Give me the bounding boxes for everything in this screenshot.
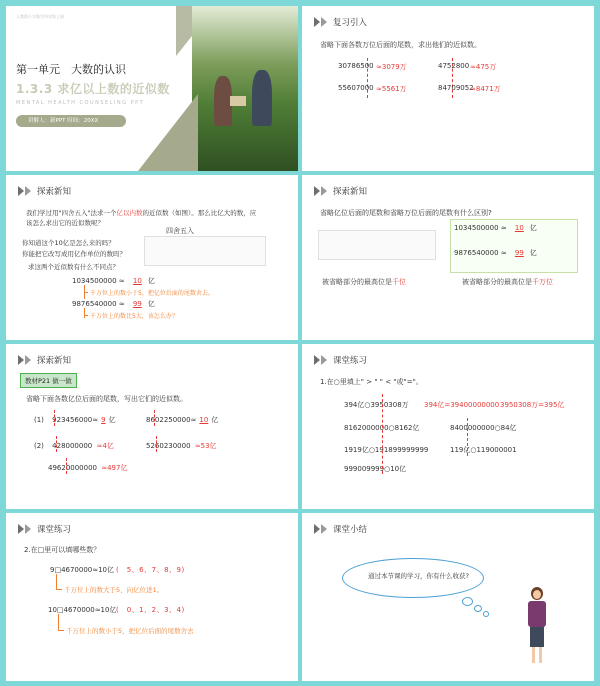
number: 5260230000 (146, 442, 191, 450)
thought-bubble (474, 605, 482, 612)
solution: 3950308万=395亿 (500, 401, 565, 409)
unit: 亿 (147, 300, 155, 308)
chevron-icon (18, 524, 32, 534)
row-3 (48, 463, 127, 473)
label: (2) (34, 442, 44, 450)
prompt: 省略亿位后面的尾数和省略万位后面的尾数有什么区别? (320, 209, 492, 217)
face (533, 590, 541, 599)
header-title: 课堂练习 (37, 525, 72, 535)
divider-line (54, 410, 55, 426)
highlight: 千万位 (532, 278, 553, 286)
slide-header (18, 354, 71, 366)
table-title: 四舍五入 (166, 227, 194, 235)
chevron-icon (314, 355, 328, 365)
answer: 99 (132, 300, 142, 308)
lesson-title: 1.3.3 求亿以上数的近似数 (16, 82, 170, 96)
pointer-line (56, 574, 57, 590)
number: 4752800 (438, 62, 470, 70)
chevron-icon (18, 355, 32, 365)
leg (539, 647, 542, 663)
pointer-line (84, 315, 88, 316)
slide-practice-1[interactable] (302, 344, 594, 509)
number: 1034500000 (72, 277, 117, 285)
comparison: 119亿○119000001 (450, 446, 517, 454)
number: 9876540000 (72, 300, 117, 308)
slide-title[interactable] (6, 6, 298, 171)
answer: 10 (514, 224, 524, 232)
chevron-icon (18, 186, 32, 196)
answer-options: ( 0、1、2、3、4) (116, 606, 185, 614)
skirt (530, 627, 544, 647)
row-1b (146, 415, 218, 425)
text-part: 被省略部分的最高位是 (462, 278, 532, 286)
text-part: 的近似数（如图）。那么比亿大的数，应 (142, 209, 257, 217)
unit: 亿 (108, 416, 116, 424)
answer: 99 (514, 249, 524, 257)
slide-header (314, 523, 367, 535)
approx-sign: ≈ (118, 277, 125, 285)
note: 千万位上的数小于5，把亿位后面的尾数舍去 (66, 627, 194, 635)
comparison: 394亿○3950308万 (344, 401, 409, 409)
answer: 9 (101, 416, 106, 424)
slide-explore-1[interactable] (6, 175, 298, 340)
row-2 (34, 441, 114, 451)
thought-bubble (462, 597, 473, 606)
question: 求这两个近似数有什么不同点？ (28, 263, 119, 271)
chevron-icon (314, 524, 328, 534)
approx-sign: ≈ (118, 300, 125, 308)
number: 84709052 (438, 84, 474, 92)
equation: 1034500000 ≈ 10 亿 (454, 224, 537, 232)
divider-line (56, 436, 57, 452)
number: 8602250000 (146, 416, 191, 424)
note: 千万位上的数比5大，该怎么办？ (90, 313, 178, 320)
number: 30786500 (338, 62, 374, 70)
equation: 9□4670000≈10亿 (50, 566, 115, 574)
slide-summary[interactable] (302, 513, 594, 681)
girl-figure (252, 70, 272, 126)
children-reading-photo (192, 6, 298, 171)
number: 923456000 (52, 416, 93, 424)
solution: 394亿=39400000000 (424, 401, 500, 409)
pointer-line (58, 630, 64, 631)
number: 1034500000 (454, 224, 499, 232)
prompt: 省略下面各数万位后面的尾数，求出他们的近似数。 (320, 41, 481, 49)
text-part: 被省略部分的最高位是 (322, 278, 392, 286)
answer: ≈497亿 (101, 464, 128, 472)
paragraph-line1 (26, 208, 256, 217)
slide-header (314, 354, 367, 366)
chevron-icon (314, 186, 328, 196)
divider-line (156, 436, 157, 452)
presenter-info: 讲解人：新PPT 时间：20XX (16, 115, 126, 127)
leg (532, 647, 535, 663)
header-title: 探索新知 (37, 187, 72, 197)
answer: ≈475万 (470, 63, 497, 71)
rounding-table-image (144, 236, 266, 266)
pointer-line (84, 308, 85, 318)
question: 你知道这个10亿是怎么来的吗？ (22, 239, 115, 247)
row-1 (34, 415, 116, 425)
thought-bubble (483, 611, 489, 617)
header-title: 课堂小结 (333, 525, 368, 535)
conclusion (322, 277, 406, 287)
paragraph-line2: 该怎么求出它的近似数呢？ (26, 219, 104, 227)
subtitle: MENTAL HEALTH COUNSELING PPT (16, 100, 145, 106)
divider-line (467, 418, 468, 456)
slide-explore-3[interactable] (6, 344, 298, 509)
answer: ≈5561万 (376, 85, 407, 93)
answer-options: ( 5、6、7、8、9) (116, 566, 185, 574)
jacket (528, 601, 546, 627)
decor-slant (138, 94, 198, 171)
header-title: 课堂练习 (333, 356, 368, 366)
equation: 9876540000 ≈ 99 亿 (454, 249, 537, 257)
slide-header (18, 523, 71, 535)
header-title: 复习引入 (333, 18, 368, 28)
textbook-label: 人教版小学数学四年级上册 (16, 14, 64, 19)
textbook-tag: 教材P21 做一做 (20, 373, 77, 388)
prompt: 1.在○里填上" > " " < "或"="。 (320, 378, 423, 386)
divider-line (66, 458, 67, 474)
approx-sign: ≈ (92, 416, 99, 424)
slide-review[interactable] (302, 6, 594, 171)
question: 你能把它改写成用亿作单位的数吗？ (22, 250, 126, 258)
answer: ≈3079万 (376, 63, 407, 71)
number: 49620000000 (48, 464, 97, 472)
pointer-line (84, 292, 88, 293)
highlight: 千位 (392, 278, 406, 286)
cloud-text: 通过本节课的学习，你有什么收获? (368, 572, 469, 580)
comparison: 8162000000○8162亿 (344, 424, 420, 432)
header-title: 探索新知 (37, 356, 72, 366)
text-part: 我们学过用"四舍五入"法求一个 (26, 209, 117, 217)
number: 9876540000 (454, 249, 499, 257)
unit: 亿 (529, 224, 537, 232)
pointer-line (58, 614, 59, 631)
slide-header (314, 185, 367, 197)
slide-practice-2[interactable] (6, 513, 298, 681)
comparison: 999009999○10亿 (344, 465, 407, 473)
note: 千万位上的数小于5，把亿位后面的尾数舍去。 (90, 290, 214, 297)
label: (1) (34, 416, 44, 424)
chevron-icon (314, 17, 328, 27)
divider-line (382, 394, 383, 474)
prompt: 省略下面各数亿位后面的尾数，写出它们的近似数。 (26, 395, 187, 403)
unit: 亿 (529, 249, 537, 257)
comparison: 8400000000○84亿 (450, 424, 517, 432)
equation: 10□4670000≈10亿 (48, 606, 117, 614)
number: 55607000 (338, 84, 374, 92)
answer: ≈4亿 (96, 442, 114, 450)
answer: 10 (132, 277, 142, 285)
header-title: 探索新知 (333, 187, 368, 197)
unit: 亿 (147, 277, 155, 285)
prompt: 2.在□里可以填哪些数？ (24, 546, 101, 554)
highlight: 亿以内数 (116, 209, 143, 217)
slide-explore-2[interactable] (302, 175, 594, 340)
divider-line (154, 410, 155, 426)
book-image (230, 96, 246, 106)
teacher-illustration (524, 587, 550, 667)
slide-header (18, 185, 71, 197)
rounding-table-image (318, 230, 436, 260)
answer: 10 (199, 416, 209, 424)
pointer-line (56, 589, 62, 590)
unit-title: 第一单元 大数的认识 (16, 63, 126, 76)
number: 428000000 (52, 442, 93, 450)
slide-header (314, 16, 367, 28)
approx-sign: ≈ (190, 416, 197, 424)
comparison: 1919亿○191899999999 (344, 446, 429, 454)
conclusion (462, 277, 553, 287)
answer: ≈8471万 (470, 85, 501, 93)
unit: 亿 (211, 416, 219, 424)
note: 千万位上的数大于5，向亿位进1。 (64, 586, 164, 594)
answer: ≈53亿 (194, 442, 217, 450)
